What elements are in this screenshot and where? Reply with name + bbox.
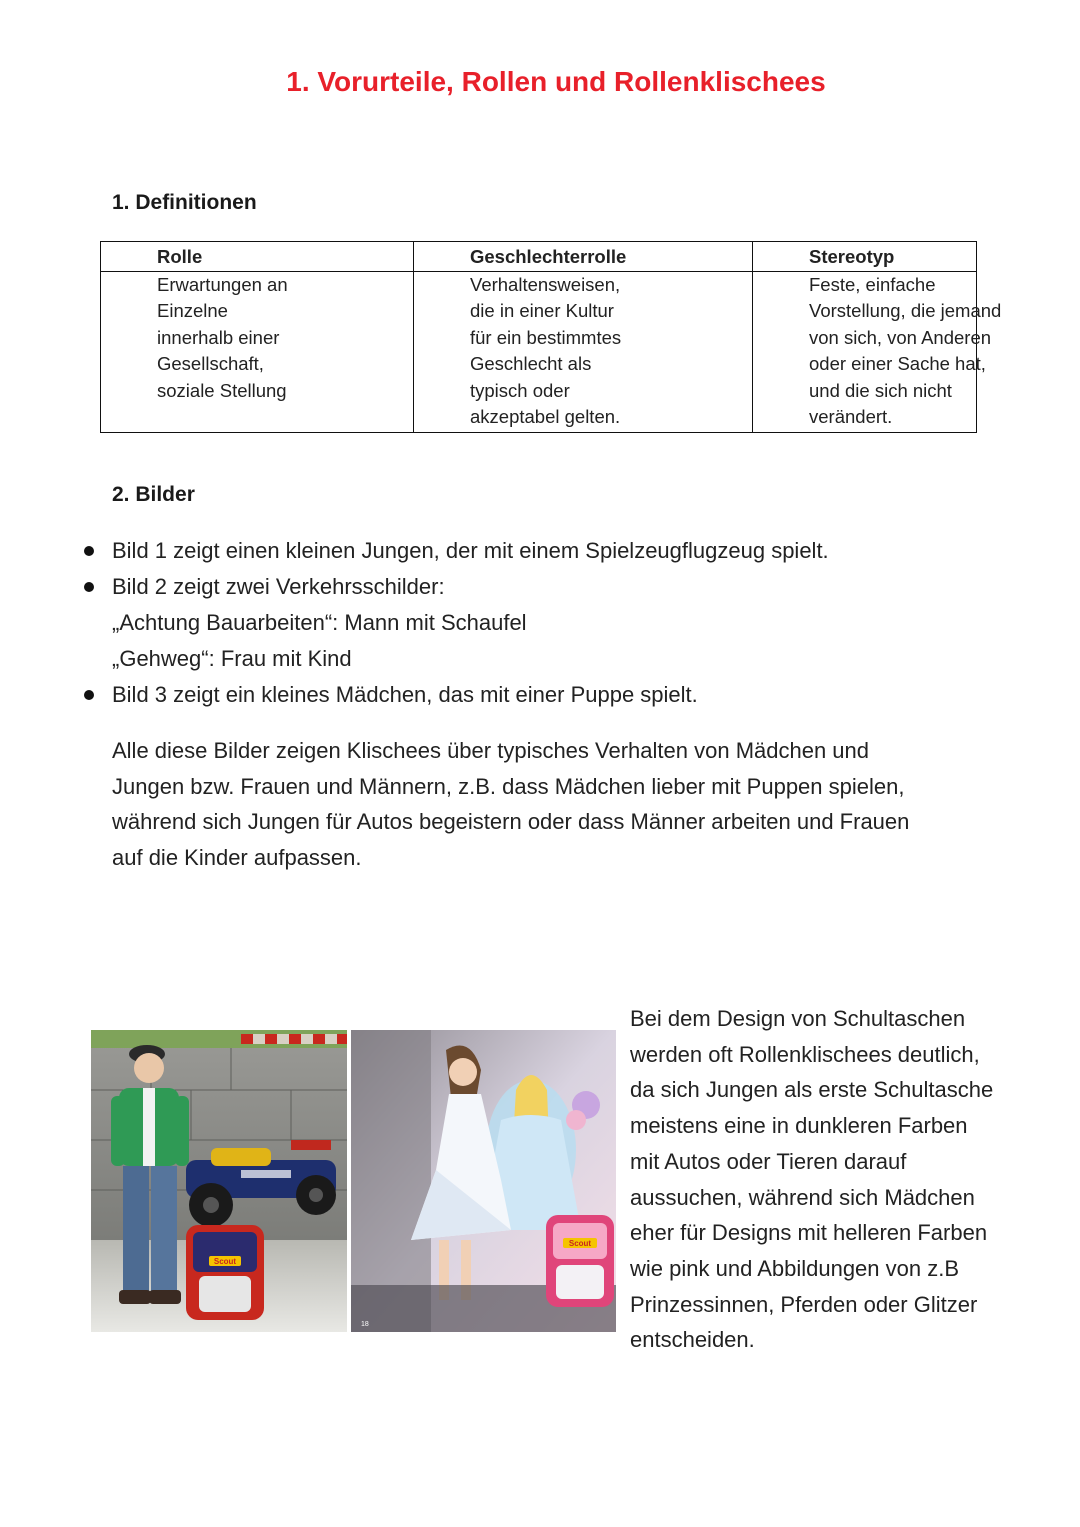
cell-line: akzeptabel gelten. xyxy=(470,406,621,427)
list-item xyxy=(60,677,829,713)
cell-line: die in einer Kultur xyxy=(470,300,614,321)
bag-brand-label: Scout xyxy=(568,1239,592,1248)
cell-line: oder einer Sache hat, xyxy=(809,353,986,374)
cell-line: und die sich nicht xyxy=(809,379,952,401)
bullet-icon xyxy=(84,582,94,592)
section-heading-definitions: 1. Definitionen xyxy=(112,191,257,214)
cell-line: für ein bestimmtes xyxy=(470,326,622,348)
summary-paragraph xyxy=(112,733,982,875)
table-header: Geschlechterrolle xyxy=(414,242,753,272)
paragraph-line: meistens eine in dunkleren Farben xyxy=(630,1113,968,1139)
cell-line: Geschlecht als xyxy=(470,353,592,374)
paragraph-line: eher für Designs mit helleren Farben xyxy=(630,1220,988,1246)
paragraph-line: Bei dem Design von Schultaschen xyxy=(630,1006,966,1031)
paragraph-line: entscheiden. xyxy=(630,1327,755,1353)
cell-line: typisch oder xyxy=(470,379,570,401)
bullet-icon xyxy=(84,546,94,556)
cell-line: Gesellschaft, xyxy=(157,353,264,374)
list-item-text: „Gehweg“: Frau mit Kind xyxy=(112,646,352,671)
section-heading-bilder: 2. Bilder xyxy=(112,483,195,506)
list-item-text: Bild 1 zeigt einen kleinen Jungen, der mit einem Spielzeugflugzeug spielt. xyxy=(112,538,829,563)
paragraph-line: Jungen bzw. Frauen und Männern, z.B. dass Mädchen lieber mit Puppen spielen, xyxy=(112,773,905,799)
paragraph-line: wie pink und Abbildungen von z.B xyxy=(630,1255,960,1281)
paragraph-line: Prinzessinnen, Pferden oder Glitzer xyxy=(630,1291,978,1317)
cell-line: Feste, einfache xyxy=(809,273,936,295)
bag-brand-label: Scout xyxy=(213,1257,237,1266)
schoolbag-boy-photo xyxy=(91,1030,347,1332)
definitions-table xyxy=(100,241,1002,433)
list-item-text: Bild 2 zeigt zwei Verkehrsschilder: xyxy=(112,574,445,599)
table-row xyxy=(101,271,977,432)
list-item xyxy=(60,533,829,569)
bullet-list xyxy=(60,533,829,713)
table-cell-stereotyp xyxy=(753,271,1002,432)
cell-line: Vorstellung, die jemand xyxy=(809,300,1002,321)
schoolbag-text xyxy=(630,1001,1050,1358)
table-header: Stereotyp xyxy=(753,242,977,272)
schoolbag-girl-photo xyxy=(351,1030,616,1332)
table-header-row xyxy=(101,242,977,272)
table-header: Rolle xyxy=(101,242,414,272)
paragraph-line: werden oft Rollenklischees deutlich, xyxy=(630,1041,980,1067)
cell-line: von sich, von Anderen xyxy=(809,326,992,348)
cell-line: soziale Stellung xyxy=(157,379,287,401)
bullet-icon xyxy=(84,690,94,700)
table-cell-geschlechterrolle xyxy=(414,271,753,432)
cell-line: innerhalb einer xyxy=(157,326,280,348)
cell-line: verändert. xyxy=(809,406,893,427)
paragraph-line: auf die Kinder aufpassen. xyxy=(112,844,362,870)
paragraph-line: während sich Jungen für Autos begeistern oder dass Männer arbeiten und Frauen xyxy=(112,809,910,834)
cell-line: Verhaltensweisen, xyxy=(470,273,621,295)
paragraph-line: aussuchen, während sich Mädchen xyxy=(630,1184,975,1210)
page-mark: 18 xyxy=(361,1321,369,1328)
paragraph-line: da sich Jungen als erste Schultasche xyxy=(630,1077,994,1103)
cell-line: Erwartungen an xyxy=(157,273,288,295)
list-item-text: „Achtung Bauarbeiten“: Mann mit Schaufel xyxy=(112,610,527,635)
list-item xyxy=(60,569,829,677)
paragraph-line: Alle diese Bilder zeigen Klischees über typisches Verhalten von Mädchen und xyxy=(112,738,870,763)
table-cell-rolle xyxy=(101,271,414,432)
paragraph-line: mit Autos oder Tieren darauf xyxy=(630,1148,907,1174)
list-item-text: Bild 3 zeigt ein kleines Mädchen, das mit einer Puppe spielt. xyxy=(112,682,698,707)
cell-line: Einzelne xyxy=(157,300,228,321)
page-title: 1. Vorurteile, Rollen und Rollenklischees xyxy=(286,66,826,97)
